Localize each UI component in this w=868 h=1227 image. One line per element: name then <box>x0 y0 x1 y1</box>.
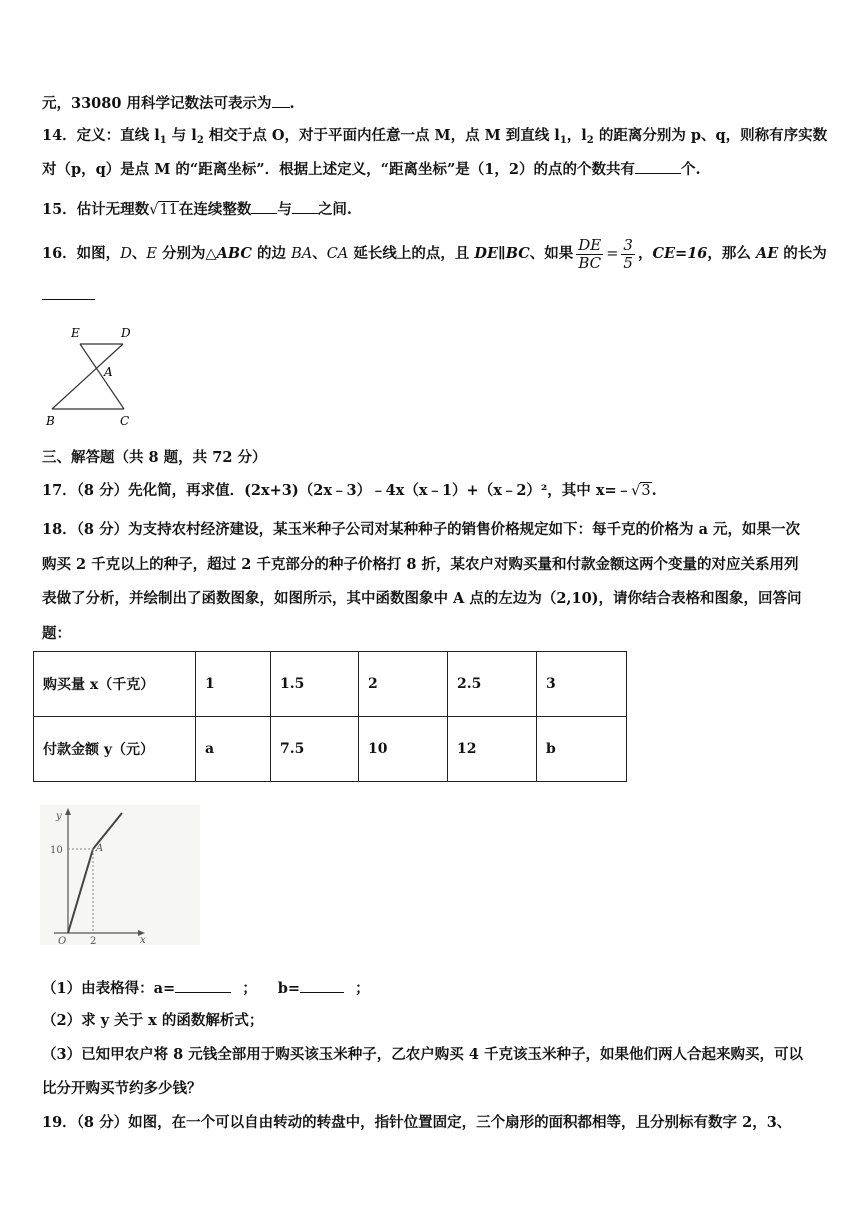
answer-blank[interactable] <box>292 198 318 214</box>
function-graph <box>40 805 200 945</box>
question-18-line-4: 题： <box>42 625 71 642</box>
answer-blank[interactable] <box>635 158 681 174</box>
point-a-label: A <box>96 843 104 854</box>
answer-blank[interactable] <box>251 198 277 214</box>
answer-blank-b[interactable] <box>300 977 344 993</box>
fraction-de-bc: $\frac{DE}{BC}$ <box>578 235 602 272</box>
label-d: D <box>121 326 131 340</box>
label-b: B <box>46 414 55 428</box>
table-cell: 7.5 <box>271 717 359 782</box>
y-tick-label: 10 <box>50 845 63 856</box>
question-17: 17．（8 分）先化简，再求值．(2x+3)（2x﹣3）﹣4x（x﹣1）+（x﹣2）²，其中 x=﹣√3. <box>42 482 657 499</box>
label-a: A <box>104 365 113 379</box>
y-axis-label: y <box>56 811 62 822</box>
label-c: C <box>120 414 130 428</box>
question-14-line-2: 对（p，q）是点 M 的“距离坐标”．根据上述定义，“距离坐标”是（1，2）的点的个数共有 个. <box>42 158 701 180</box>
sqrt-11: √11 <box>149 202 178 218</box>
question-18-line-3: 表做了分析，并绘制出了函数图象，如图所示，其中函数图象中 A 点的左边为（2,10)，请你结合表格和图象，回答问 <box>42 590 802 607</box>
table-cell: 2.5 <box>448 652 537 717</box>
x-tick-label: 2 <box>90 936 97 945</box>
sub-question-3-line-1: （3）已知甲农户将 8 元钱全部用于购买该玉米种子，乙农户购买 4 千克该玉米种子，如果他们两人合起来购买，可以 <box>42 1046 803 1063</box>
sub-question-3-line-2: 比分开购买节约多少钱？ <box>42 1080 202 1097</box>
question-14-line-1: 14．定义：直线 $l_1$ 与 $l_2$ 相交于点 O，对于平面内任意一点 M，点 M 到直线 $l_1$，$l_2$ 的距离分别为 p、q，则称有序实数 <box>42 127 828 146</box>
question-18-line-1: 18．（8 分）为支持农村经济建设，某玉米种子公司对某种种子的销售价格规定如下：每千克的价格为 a 元，如果一次 <box>42 521 801 538</box>
table-cell: b <box>537 717 627 782</box>
question-16: 16．如图，D、E 分别为△ABC 的边 BA、CA 延长线上的点，且 DE∥BC、如果 $\frac{DE}{BC}$ = $\frac{3}{5}$ ，CE=16，那么 AE 的长为 <box>42 235 827 272</box>
table-row <box>34 652 627 717</box>
segment-ec <box>80 344 124 409</box>
table-cell: 3 <box>537 652 627 717</box>
x-axis-label: x <box>140 935 146 945</box>
table-cell: 1.5 <box>271 652 359 717</box>
table-cell: 12 <box>448 717 537 782</box>
table-cell: 1 <box>196 652 271 717</box>
label-e: E <box>71 326 80 340</box>
table-row <box>34 717 627 782</box>
triangle-figure <box>40 322 150 434</box>
question-19: 19．（8 分）如图，在一个可以自由转动的转盘中，指针位置固定，三个扇形的面积都相等，且分别标有数字 2，3、 <box>42 1114 792 1131</box>
table-cell: a <box>196 717 271 782</box>
answer-blank[interactable] <box>42 299 95 300</box>
table-cell: 付款金额 y（元） <box>34 717 196 782</box>
question-13-tail: 元，33080 用科学记数法可表示为 . <box>42 92 295 114</box>
table-cell: 2 <box>359 652 448 717</box>
question-18-line-2: 购买 2 千克以上的种子，超过 2 千克部分的种子价格打 8 折，某农户对购买量和付款金额这两个变量的对应关系用列 <box>42 556 799 573</box>
data-table <box>33 651 627 782</box>
origin-label: O <box>58 936 67 945</box>
table-cell: 10 <box>359 717 448 782</box>
fraction-3-5: $\frac{3}{5}$ <box>623 235 633 272</box>
table-cell: 购买量 x（千克） <box>34 652 196 717</box>
sub-question-1: （1）由表格得：a= ； b= ； <box>42 977 370 999</box>
sub-question-2: （2）求 y 关于 x 的函数解析式； <box>42 1012 264 1029</box>
graph-background <box>40 805 200 945</box>
question-15: 15．估计无理数√11在连续整数 与 之间. <box>42 198 352 220</box>
answer-blank-a[interactable] <box>175 977 231 993</box>
answer-blank[interactable] <box>272 92 290 108</box>
section-heading: 三、解答题（共 8 题，共 72 分） <box>42 449 267 466</box>
sqrt-3: √3 <box>631 483 651 499</box>
